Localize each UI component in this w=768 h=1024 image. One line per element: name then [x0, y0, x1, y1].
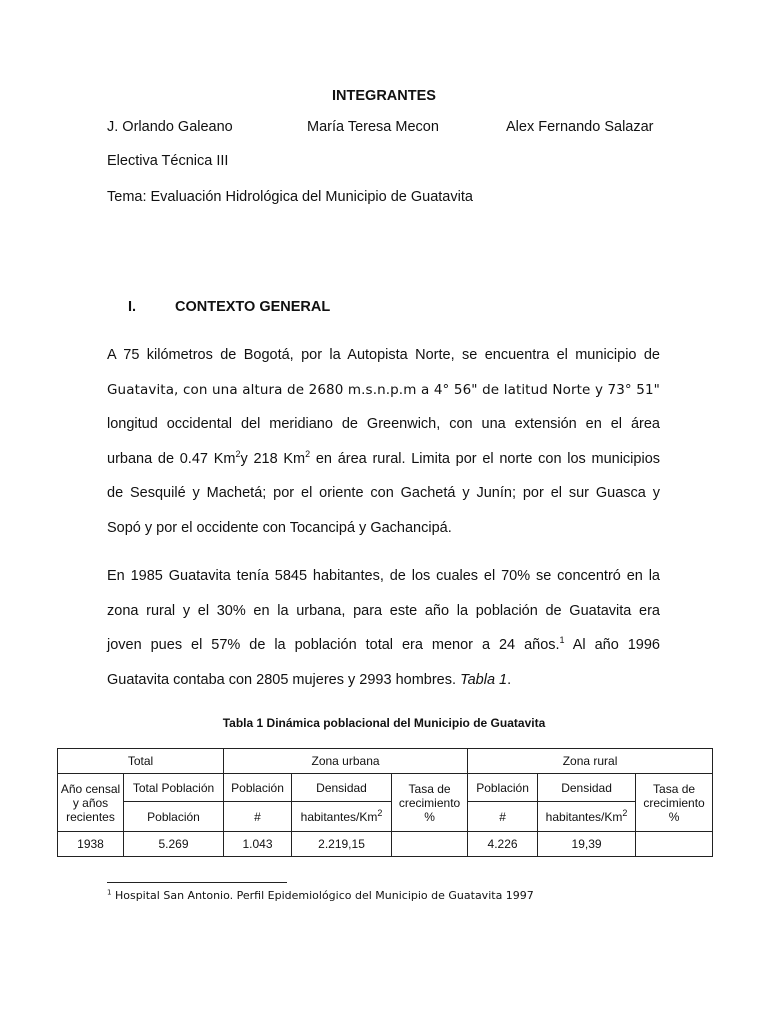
cell-rural-population: 4.226 [468, 832, 538, 857]
footnote-mark: 1 [107, 888, 112, 897]
header-rural-density: Densidad [538, 774, 636, 802]
group-header-urban: Zona urbana [224, 749, 468, 774]
footnote [107, 889, 534, 902]
table-subheader-row [58, 802, 713, 832]
header-urban-growth: Tasa de crecimiento % [392, 774, 468, 832]
subheader-rural-density [538, 802, 636, 832]
text-fragment: joven pues el 57% de la población total era menor a 24 años. [107, 637, 560, 653]
subheader-total: Población [124, 802, 224, 832]
header-rural-growth: Tasa de crecimiento % [636, 774, 713, 832]
footnote-divider [107, 882, 287, 883]
author-1: J. Orlando Galeano [107, 119, 233, 135]
footnote-text: Hospital San Antonio. Perfil Epidemiológico del Municipio de Guatavita 1997 [114, 889, 534, 902]
header-urban-density: Densidad [292, 774, 392, 802]
population-table [57, 748, 713, 857]
text-fragment: urbana de 0.47 Km [107, 450, 236, 467]
header-urban-population: Población [224, 774, 292, 802]
header-total-population: Total Población [124, 774, 224, 802]
author-3: Alex Fernando Salazar [506, 119, 654, 135]
cell-year: 1938 [58, 832, 124, 857]
author-2: María Teresa Mecon [307, 119, 439, 135]
group-header-rural: Zona rural [468, 749, 713, 774]
superscript: 2 [235, 448, 241, 459]
text-fragment: . [507, 671, 512, 688]
paragraph-population [107, 559, 660, 697]
superscript: 2 [622, 807, 628, 818]
paragraph-line: En 1985 Guatavita tenía 5845 habitantes, de los cuales el 70% se concentró en la [107, 568, 660, 584]
topic-line: Tema: Evaluación Hidrológica del Municipio de Guatavita [107, 189, 473, 205]
footnote-reference: 1 [559, 635, 565, 646]
paragraph-line: longitud occidental del meridiano de Greenwich, con una extensión en el área [107, 416, 660, 432]
superscript: 2 [305, 448, 311, 459]
paragraph-line: Guatavita, con una altura de 2680 m.s.n.p.m a 4° 56" de latitud Norte y 73° 51" [107, 381, 660, 398]
cell-urban-growth [392, 832, 468, 857]
section-number: I. [128, 299, 137, 315]
subheader-urban-density [292, 802, 392, 832]
cell-urban-population: 1.043 [224, 832, 292, 857]
paragraph-line: A 75 kilómetros de Bogotá, por la Autopista Norte, se encuentra el municipio de [107, 347, 660, 363]
group-header-total: Total [58, 749, 224, 774]
text-fragment: y 218 Km [240, 450, 306, 467]
subheader-urban-count: # [224, 802, 292, 832]
header-year: Año censal y años recientes [58, 774, 124, 832]
cell-urban-density: 2.219,15 [292, 832, 392, 857]
table-caption: Tabla 1 Dinámica poblacional del Municipio de Guatavita [222, 716, 546, 730]
table-group-row [58, 749, 713, 774]
paragraph-line [107, 442, 660, 477]
paragraph-line: Sopó y por el occidente con Tocancipá y Gachancipá. [107, 519, 452, 536]
paragraph-line: de Sesquilé y Machetá; por el oriente con Gachetá y Junín; por el sur Guasca y [107, 485, 660, 501]
document-title: INTEGRANTES [332, 88, 436, 104]
table-row [58, 832, 713, 857]
unit-text: habitantes/Km [545, 809, 623, 824]
text-fragment: Al año 1996 [564, 637, 660, 653]
paragraph-line [107, 628, 660, 663]
superscript: 2 [377, 807, 383, 818]
text-fragment: en área rural. Limita por el norte con los municipios [310, 450, 661, 467]
cell-total-population: 5.269 [124, 832, 224, 857]
section-title: CONTEXTO GENERAL [175, 299, 331, 315]
unit-text: habitantes/Km [300, 809, 378, 824]
cell-rural-density: 19,39 [538, 832, 636, 857]
text-fragment: Guatavita contaba con 2805 mujeres y 2993 hombres. [107, 671, 461, 688]
paragraph-line: zona rural y el 30% en la urbana, para este año la población de Guatavita era [107, 602, 660, 619]
course-name: Electiva Técnica III [107, 153, 229, 169]
header-rural-population: Población [468, 774, 538, 802]
paragraph-line [107, 663, 660, 698]
table-reference: Tabla 1 [460, 671, 508, 688]
table-header-row [58, 774, 713, 802]
cell-rural-growth [636, 832, 713, 857]
paragraph-context [107, 338, 660, 545]
subheader-rural-count: # [468, 802, 538, 832]
